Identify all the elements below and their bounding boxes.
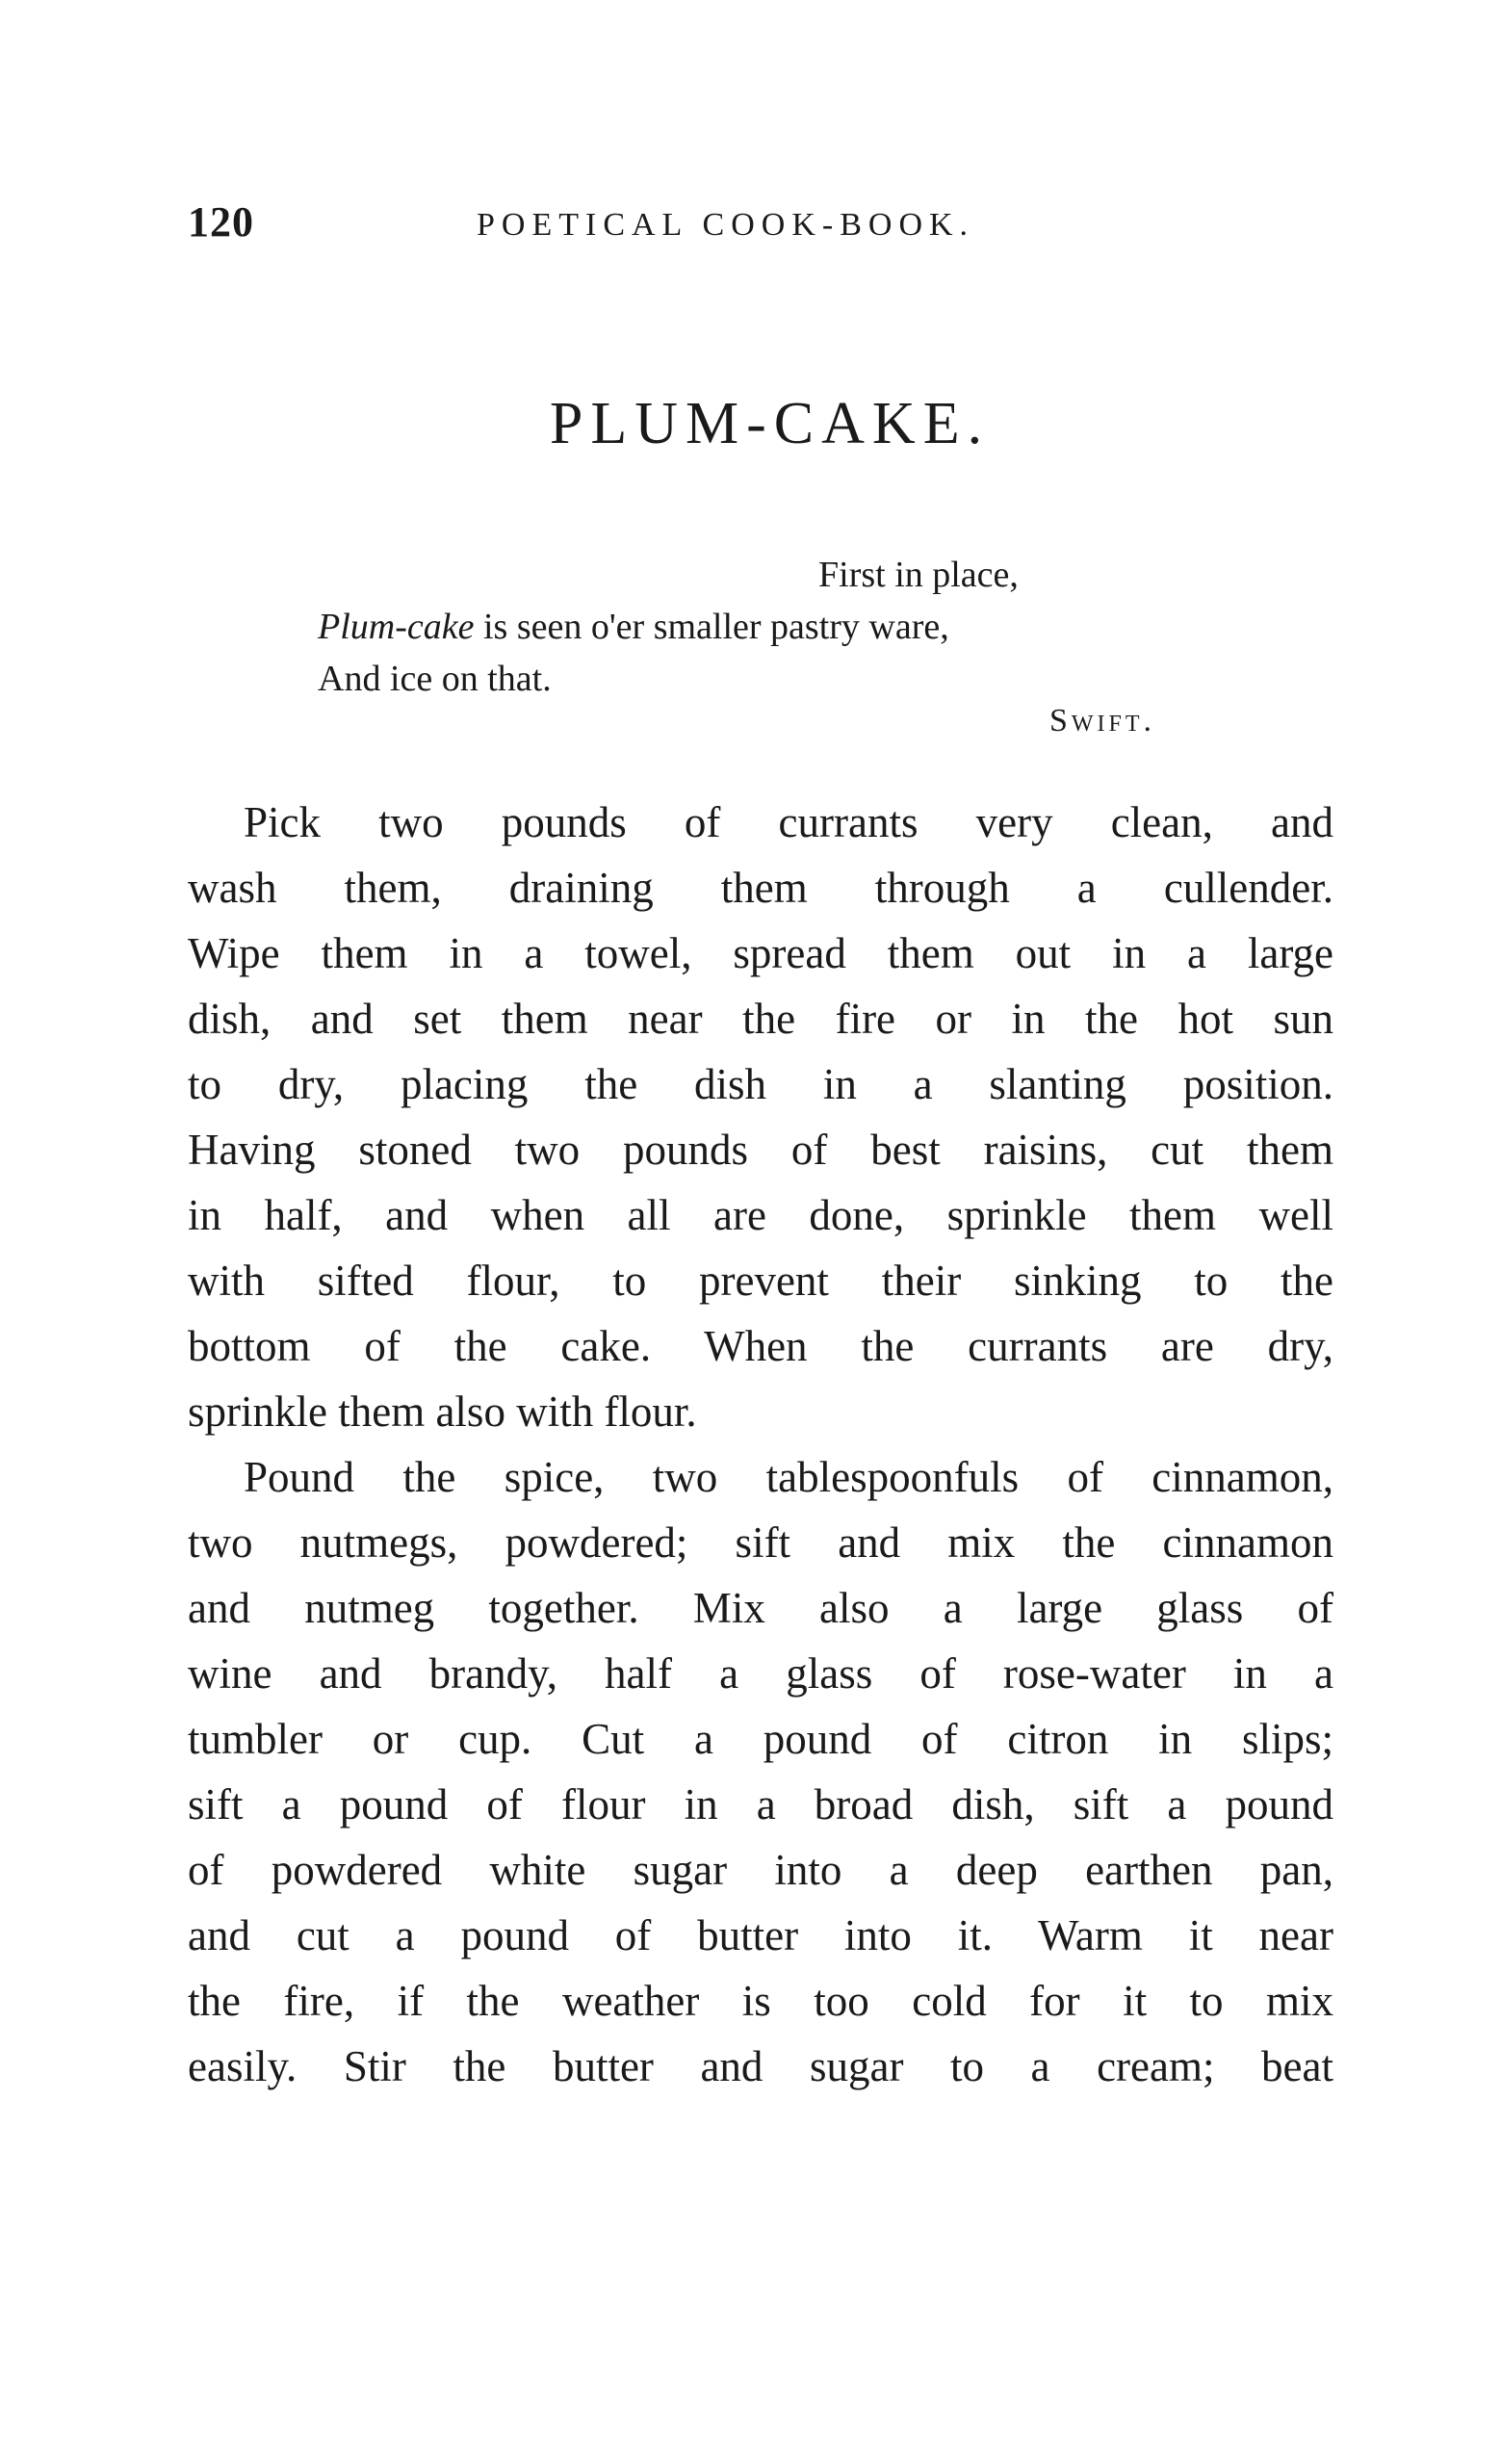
text-line: bottom of the cake. When the currants are dry, bbox=[188, 1322, 1333, 1370]
text-line: wash them, draining them through a cullender. bbox=[188, 864, 1333, 912]
epigraph-line-3: And ice on that. bbox=[318, 659, 552, 699]
text-line: Pound the spice, two tablespoonfuls of cinnamon, bbox=[244, 1453, 1333, 1501]
text-line: sprinkle them also with flour. bbox=[188, 1388, 697, 1436]
epigraph-attribution: Swift. bbox=[1049, 703, 1156, 739]
recipe-body bbox=[188, 790, 1333, 2099]
text-line: tumbler or cup. Cut a pound of citron in slips; bbox=[188, 1715, 1333, 1763]
book-title: POETICAL COOK-BOOK. bbox=[477, 207, 975, 243]
page-number: 120 bbox=[188, 198, 254, 246]
text-line: and nutmeg together. Mix also a large glass of bbox=[188, 1584, 1333, 1632]
text-line: with sifted flour, to prevent their sinking to the bbox=[188, 1257, 1333, 1305]
text-line: in half, and when all are done, sprinkle them well bbox=[188, 1191, 1333, 1239]
text-line: Wipe them in a towel, spread them out in a large bbox=[188, 929, 1333, 977]
epigraph bbox=[318, 549, 1213, 705]
text-line: of powdered white sugar into a deep earthen pan, bbox=[188, 1846, 1333, 1894]
epigraph-line-2 bbox=[318, 601, 1213, 653]
running-head bbox=[188, 197, 1343, 255]
epigraph-italic-phrase: Plum-cake bbox=[318, 607, 475, 647]
chapter-title: PLUM-CAKE. bbox=[549, 391, 991, 456]
text-line: and cut a pound of butter into it. Warm it near bbox=[188, 1911, 1333, 1959]
text-line: two nutmegs, powdered; sift and mix the cinnamon bbox=[188, 1518, 1333, 1567]
text-line: Having stoned two pounds of best raisins, cut them bbox=[188, 1126, 1333, 1174]
epigraph-line-2-rest: is seen o'er smaller pastry ware, bbox=[474, 607, 949, 647]
epigraph-line-1: First in place, bbox=[818, 555, 1019, 595]
text-line: Pick two pounds of currants very clean, and bbox=[244, 798, 1333, 846]
text-line: sift a pound of flour in a broad dish, sift a pound bbox=[188, 1780, 1333, 1829]
text-line: easily. Stir the butter and sugar to a cream; beat bbox=[188, 2042, 1333, 2090]
paragraph-1 bbox=[188, 790, 1333, 1444]
paragraph-2 bbox=[188, 1444, 1333, 2099]
text-line: to dry, placing the dish in a slanting position. bbox=[188, 1060, 1333, 1108]
text-line: the fire, if the weather is too cold for it to mix bbox=[188, 1977, 1333, 2025]
text-line: dish, and set them near the fire or in the hot sun bbox=[188, 995, 1333, 1043]
text-line: wine and brandy, half a glass of rose-water in a bbox=[188, 1649, 1333, 1698]
